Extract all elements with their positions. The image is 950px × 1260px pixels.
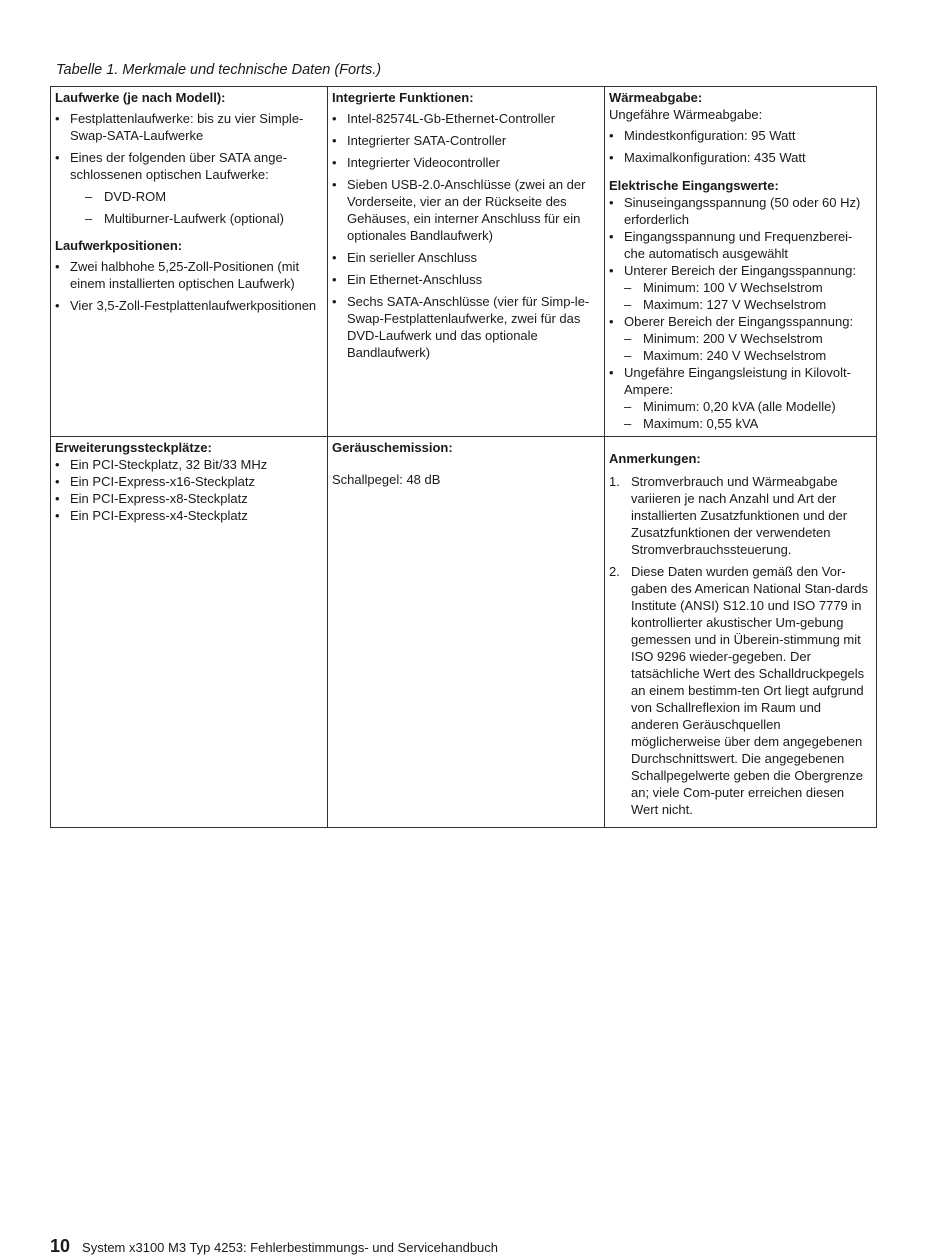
- list-item: • Ein PCI-Express-x4-Steckplatz: [55, 507, 323, 524]
- low-range-list: [624, 279, 872, 313]
- table-row: [51, 437, 877, 828]
- integrated-list: [332, 110, 600, 361]
- list-item: [609, 563, 872, 818]
- list-item: – Minimum: 100 V Wechselstrom: [624, 279, 872, 296]
- list-item: • Vier 3,5-Zoll-Festplattenlaufwerkpositionen: [55, 297, 323, 314]
- note-text: Diese Daten wurden gemäß den Vor-gaben des American National Stan-dards Institute (ANSI) S12.10 und ISO 7779 in kontrollierter akustischer Um-gebung gemessen und in Überein-stimmung mit ISO 9296 wieder-gegeben. Der tatsächliche Wert des Schalldruckpegels an einem bestimm-ten Ort liegt aufgrund von Schallreflexion im Raum und anderen Geräuschquellen möglicherweise über dem angegebenen Durchschnittswert. Die angegebenen Schallpegelwerte geben die Obergrenze an; viele Com-puter erreichen diesen Wert nicht.: [631, 564, 869, 817]
- list-item: • Zwei halbhohe 5,25-Zoll-Positionen (mit einem installierten optischen Laufwerk): [55, 258, 323, 292]
- notes-list: [609, 473, 872, 818]
- heading-electrical: Elektrische Eingangswerte:: [609, 178, 779, 193]
- optical-drives-list: [70, 188, 323, 227]
- list-item: • Ein PCI-Express-x16-Steckplatz: [55, 473, 323, 490]
- list-item: • Festplattenlaufwerke: bis zu vier Simple-Swap-SATA-Laufwerke: [55, 110, 323, 144]
- sound-level: Schallpegel: 48 dB: [332, 472, 441, 487]
- heading-expansion: Erweiterungssteckplätze:: [55, 440, 212, 455]
- list-item: • Mindestkonfiguration: 95 Watt: [609, 127, 872, 144]
- list-item: • Ein PCI-Express-x8-Steckplatz: [55, 490, 323, 507]
- kva-list: [624, 398, 872, 432]
- electrical-list: [609, 194, 872, 432]
- list-item: – Minimum: 200 V Wechselstrom: [624, 330, 872, 347]
- list-item: • Eingangsspannung und Frequenzberei-che automatisch ausgewählt: [609, 228, 872, 262]
- list-item: • Integrierter Videocontroller: [332, 154, 600, 171]
- list-item: • Intel-82574L-Gb-Ethernet-Controller: [332, 110, 600, 127]
- list-item: • Sechs SATA-Anschlüsse (vier für Simp-le-Swap-Festplattenlaufwerke, zwei für das DVD-Laufwerk und das optionale Bandlaufwerk): [332, 293, 600, 361]
- list-item: • Unterer Bereich der Eingangsspannung: – Minimum: 100 V Wechselstrom – Maximum: 127 V Wechselstrom: [609, 262, 872, 313]
- heading-notes: Anmerkungen:: [609, 451, 701, 466]
- heading-bays: Laufwerkpositionen:: [55, 238, 183, 253]
- list-item: – Multiburner-Laufwerk (optional): [70, 210, 323, 227]
- heat-list: [609, 127, 872, 166]
- list-item: • Ungefähre Eingangsleistung in Kilovolt-Ampere: – Minimum: 0,20 kVA (alle Modelle) – Maximum: 0,55 kVA: [609, 364, 872, 432]
- list-item: • Ein serieller Anschluss: [332, 249, 600, 266]
- cell-noise: [328, 437, 605, 828]
- list-item: • Ein PCI-Steckplatz, 32 Bit/33 MHz: [55, 456, 323, 473]
- drives-list: [55, 110, 323, 227]
- heading-heat: Wärmeabgabe:: [609, 90, 703, 105]
- list-item: – Maximum: 0,55 kVA: [624, 415, 872, 432]
- footer-title: System x3100 M3 Typ 4253: Fehlerbestimmungs- und Servicehandbuch: [82, 1240, 499, 1255]
- heading-noise: Geräuschemission:: [332, 440, 453, 455]
- note-number: 2.: [609, 564, 620, 579]
- list-item: [609, 473, 872, 558]
- list-item: • Sieben USB-2.0-Anschlüsse (zwei an der Vorderseite, vier an der Rückseite des Gehäuses, ein interner Anschluss für ein optionales Bandlaufwerk): [332, 176, 600, 244]
- list-item: – Maximum: 240 V Wechselstrom: [624, 347, 872, 364]
- list-item: • Integrierter SATA-Controller: [332, 132, 600, 149]
- heat-intro: Ungefähre Wärmeabgabe:: [609, 107, 763, 122]
- cell-heat-power: [605, 87, 877, 437]
- expansion-list: [55, 456, 323, 524]
- cell-integrated: [328, 87, 605, 437]
- list-item: – DVD-ROM: [70, 188, 323, 205]
- list-item: • Maximalkonfiguration: 435 Watt: [609, 149, 872, 166]
- high-range-list: [624, 330, 872, 364]
- specs-table: [50, 86, 877, 828]
- list-item: – Minimum: 0,20 kVA (alle Modelle): [624, 398, 872, 415]
- list-item: – Maximum: 127 V Wechselstrom: [624, 296, 872, 313]
- page-number: 10: [50, 1236, 71, 1256]
- cell-drives: [51, 87, 328, 437]
- note-text: Stromverbrauch und Wärmeabgabe variieren je nach Anzahl und Art der installierten Zusatzfunktionen und der Zusatzfunktionen der verwendeten Stromverbrauchssteuerung.: [631, 474, 848, 557]
- list-item: • Eines der folgenden über SATA ange-schlossenen optischen Laufwerke: – DVD-ROM – Multiburner-Laufwerk (optional): [55, 149, 323, 227]
- table-row: [51, 87, 877, 437]
- list-item: • Ein Ethernet-Anschluss: [332, 271, 600, 288]
- page-footer: [50, 1236, 498, 1257]
- cell-notes: [605, 437, 877, 828]
- cell-expansion: [51, 437, 328, 828]
- note-number: 1.: [609, 474, 620, 489]
- bays-list: [55, 258, 323, 314]
- heading-drives: Laufwerke (je nach Modell):: [55, 90, 226, 105]
- heading-integrated: Integrierte Funktionen:: [332, 90, 474, 105]
- list-item: • Oberer Bereich der Eingangsspannung: – Minimum: 200 V Wechselstrom – Maximum: 240 V Wechselstrom: [609, 313, 872, 364]
- table-caption: Tabelle 1. Merkmale und technische Daten (Forts.): [56, 62, 382, 78]
- list-item: • Sinuseingangsspannung (50 oder 60 Hz) erforderlich: [609, 194, 872, 228]
